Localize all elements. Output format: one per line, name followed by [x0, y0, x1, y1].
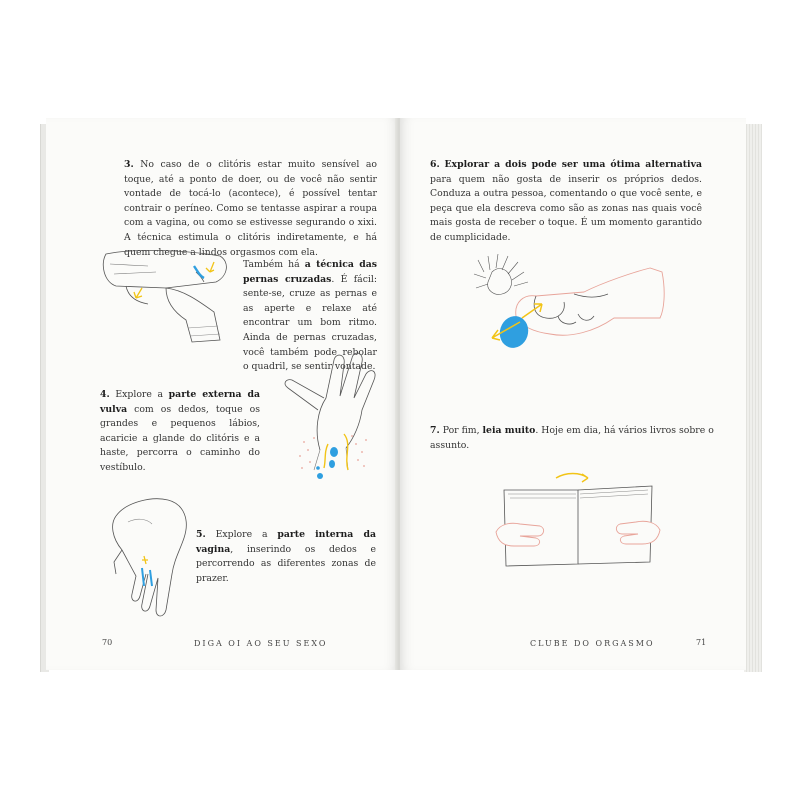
page-number-right: 71 — [696, 638, 707, 647]
bold-phrase: Explorar a dois pode ser uma ótima alternativa — [444, 159, 702, 170]
paragraph-text: No caso de o clitóris estar muito sensível ao toque, até a ponto de doer, ou de você não sentir vontade de tocá-lo (acontece), é possível tentar contrair o períneo. Como se tentasse aspirar a roupa com a vagina, ou como se estivesse segurando o xixi. A técnica estimula o clitóris indiretamente, e há quem chegue a lindos orgasmos com ela. — [124, 159, 377, 258]
bold-phrase: a técnica das pernas cruzadas — [243, 259, 377, 285]
item-number: 6. — [430, 159, 440, 170]
item-number: 5. — [196, 529, 206, 540]
text-span: Explore a — [215, 529, 268, 540]
paragraph-5 — [196, 528, 376, 586]
item-number: 4. — [100, 389, 110, 400]
bold-phrase: parte interna da vagina — [196, 529, 376, 555]
text-span: . Hoje em dia, há vários livros sobre o assunto. — [430, 425, 714, 451]
running-head-left: DIGA OI AO SEU SEXO — [194, 639, 328, 648]
text-span: Por fim, — [442, 425, 480, 436]
text-span: para quem não gosta de inserir os próprios dedos. Conduza a outra pessoa, comentando o que você sente, e peça que ela descreva como são as zonas nas quais você mais gosta de receber o toque. É um momento garantido de cumplicidade. — [430, 173, 702, 243]
bold-phrase: parte externa da vulva — [100, 389, 260, 415]
hand-vulva-illustration — [274, 340, 394, 480]
text-span: Também há — [243, 259, 300, 270]
paragraph-4 — [100, 388, 260, 476]
book-right-edge — [744, 124, 762, 672]
paragraph-7 — [430, 424, 720, 453]
page-number-left: 70 — [102, 638, 113, 647]
two-hands-illustration — [474, 252, 674, 376]
reading-book-illustration — [496, 466, 666, 576]
open-book — [40, 118, 762, 678]
hand-fingers-illustration — [106, 494, 206, 624]
item-number: 3. — [124, 159, 134, 170]
item-number: 7. — [430, 425, 440, 436]
text-span: , inserindo os dedos e percorrendo as diferentes zonas de prazer. — [196, 543, 376, 584]
crossed-legs-illustration — [96, 242, 236, 348]
paragraph-6 — [430, 158, 702, 246]
left-page — [46, 118, 398, 670]
text-span: com os dedos, toque os grandes e pequenos lábios, acaricie a glande do clitóris e a haste, percorra o caminho do vestíbulo. — [100, 403, 260, 473]
text-span: . É fácil: sente-se, cruze as pernas e as aperte e relaxe até encontrar um bom ritmo. Ainda de pernas cruzadas, você também pode rebolar o quadril, se sentir vontade. — [243, 273, 377, 373]
running-head-right: CLUBE DO ORGASMO — [530, 639, 655, 648]
text-span: Explore a — [115, 389, 164, 400]
right-page — [400, 118, 746, 670]
bold-phrase: leia muito — [482, 425, 536, 436]
